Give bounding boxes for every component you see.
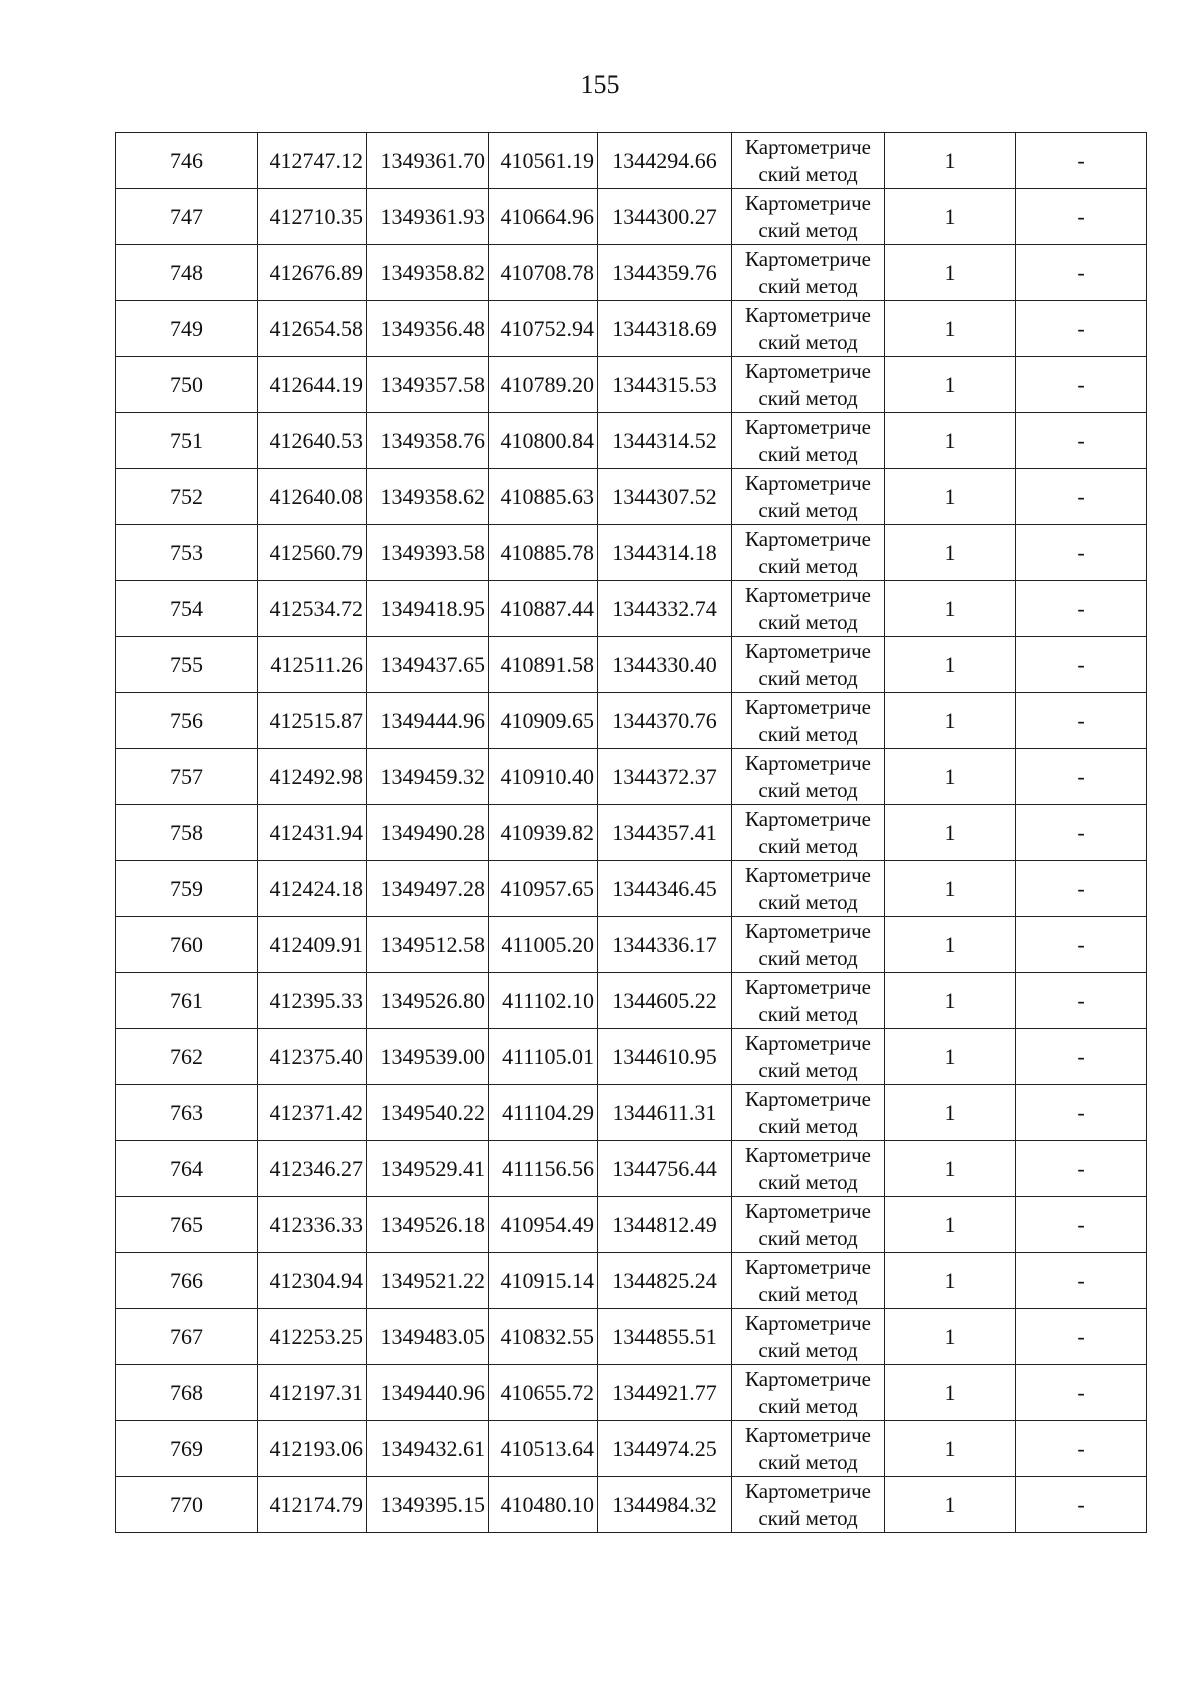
table-row <box>116 1029 1147 1085</box>
y-coordinate-cell: 1349358.62 <box>367 469 489 525</box>
point-number-cell: 759 <box>116 861 258 917</box>
y-coordinate-cell: 1349358.76 <box>367 413 489 469</box>
table-row <box>116 1309 1147 1365</box>
x2-coordinate-cell: 410832.55 <box>489 1309 598 1365</box>
x-coordinate-cell: 412676.89 <box>258 245 367 301</box>
method-line-2: ский метод <box>758 161 858 186</box>
accuracy-cell: 1 <box>885 189 1016 245</box>
note-cell: - <box>1016 1365 1147 1421</box>
point-number-cell: 764 <box>116 1141 258 1197</box>
method-cell <box>732 245 885 301</box>
y2-coordinate-cell: 1344812.49 <box>598 1197 732 1253</box>
accuracy-cell: 1 <box>885 469 1016 525</box>
method-line-2: ский метод <box>758 441 858 466</box>
y-coordinate-cell: 1349361.70 <box>367 133 489 189</box>
x2-coordinate-cell: 410909.65 <box>489 693 598 749</box>
x-coordinate-cell: 412174.79 <box>258 1477 367 1533</box>
table-row <box>116 973 1147 1029</box>
accuracy-cell: 1 <box>885 1477 1016 1533</box>
y-coordinate-cell: 1349437.65 <box>367 637 489 693</box>
accuracy-cell: 1 <box>885 917 1016 973</box>
method-line-1: Картометриче <box>745 582 871 607</box>
x2-coordinate-cell: 410885.78 <box>489 525 598 581</box>
y-coordinate-cell: 1349361.93 <box>367 189 489 245</box>
accuracy-cell: 1 <box>885 1365 1016 1421</box>
x-coordinate-cell: 412431.94 <box>258 805 367 861</box>
accuracy-cell: 1 <box>885 1141 1016 1197</box>
method-cell <box>732 861 885 917</box>
accuracy-cell: 1 <box>885 861 1016 917</box>
method-cell <box>732 469 885 525</box>
note-cell: - <box>1016 1141 1147 1197</box>
table-row <box>116 357 1147 413</box>
accuracy-cell: 1 <box>885 1421 1016 1477</box>
y-coordinate-cell: 1349356.48 <box>367 301 489 357</box>
table-row <box>116 1365 1147 1421</box>
y-coordinate-cell: 1349483.05 <box>367 1309 489 1365</box>
note-cell: - <box>1016 301 1147 357</box>
table-row <box>116 749 1147 805</box>
y-coordinate-cell: 1349393.58 <box>367 525 489 581</box>
y2-coordinate-cell: 1344318.69 <box>598 301 732 357</box>
x2-coordinate-cell: 410910.40 <box>489 749 598 805</box>
note-cell: - <box>1016 413 1147 469</box>
point-number-cell: 767 <box>116 1309 258 1365</box>
note-cell: - <box>1016 1197 1147 1253</box>
point-number-cell: 749 <box>116 301 258 357</box>
table-row <box>116 917 1147 973</box>
method-line-1: Картометриче <box>745 1198 871 1223</box>
method-cell <box>732 133 885 189</box>
method-line-2: ский метод <box>758 1281 858 1306</box>
method-cell <box>732 357 885 413</box>
method-cell <box>732 693 885 749</box>
method-cell <box>732 973 885 1029</box>
table-row <box>116 245 1147 301</box>
method-cell <box>732 1141 885 1197</box>
method-line-1: Картометриче <box>745 1478 871 1503</box>
point-number-cell: 755 <box>116 637 258 693</box>
x-coordinate-cell: 412560.79 <box>258 525 367 581</box>
method-cell <box>732 1365 885 1421</box>
x2-coordinate-cell: 411105.01 <box>489 1029 598 1085</box>
method-line-1: Картометриче <box>745 1422 871 1447</box>
point-number-cell: 756 <box>116 693 258 749</box>
method-cell <box>732 525 885 581</box>
point-number-cell: 758 <box>116 805 258 861</box>
y2-coordinate-cell: 1344307.52 <box>598 469 732 525</box>
table-row <box>116 1253 1147 1309</box>
y2-coordinate-cell: 1344984.32 <box>598 1477 732 1533</box>
accuracy-cell: 1 <box>885 749 1016 805</box>
table-row <box>116 637 1147 693</box>
accuracy-cell: 1 <box>885 1253 1016 1309</box>
method-line-2: ский метод <box>758 1113 858 1138</box>
coordinates-table <box>115 132 1147 1533</box>
y-coordinate-cell: 1349440.96 <box>367 1365 489 1421</box>
x-coordinate-cell: 412346.27 <box>258 1141 367 1197</box>
x2-coordinate-cell: 410513.64 <box>489 1421 598 1477</box>
table-row <box>116 1477 1147 1533</box>
method-line-2: ский метод <box>758 217 858 242</box>
accuracy-cell: 1 <box>885 973 1016 1029</box>
accuracy-cell: 1 <box>885 133 1016 189</box>
y2-coordinate-cell: 1344314.52 <box>598 413 732 469</box>
method-line-1: Картометриче <box>745 134 871 159</box>
point-number-cell: 760 <box>116 917 258 973</box>
x-coordinate-cell: 412710.35 <box>258 189 367 245</box>
method-line-2: ский метод <box>758 1337 858 1362</box>
method-cell <box>732 301 885 357</box>
table-row <box>116 1085 1147 1141</box>
x-coordinate-cell: 412747.12 <box>258 133 367 189</box>
x-coordinate-cell: 412644.19 <box>258 357 367 413</box>
y2-coordinate-cell: 1344372.37 <box>598 749 732 805</box>
table-row <box>116 1197 1147 1253</box>
method-cell <box>732 1029 885 1085</box>
point-number-cell: 748 <box>116 245 258 301</box>
x2-coordinate-cell: 410561.19 <box>489 133 598 189</box>
note-cell: - <box>1016 525 1147 581</box>
y-coordinate-cell: 1349539.00 <box>367 1029 489 1085</box>
y-coordinate-cell: 1349432.61 <box>367 1421 489 1477</box>
point-number-cell: 752 <box>116 469 258 525</box>
note-cell: - <box>1016 1085 1147 1141</box>
method-line-1: Картометриче <box>745 1142 871 1167</box>
method-line-2: ский метод <box>758 1449 858 1474</box>
y2-coordinate-cell: 1344370.76 <box>598 693 732 749</box>
method-line-2: ский метод <box>758 1169 858 1194</box>
method-line-2: ский метод <box>758 1393 858 1418</box>
y2-coordinate-cell: 1344974.25 <box>598 1421 732 1477</box>
point-number-cell: 769 <box>116 1421 258 1477</box>
page-number: 155 <box>580 70 620 99</box>
accuracy-cell: 1 <box>885 1197 1016 1253</box>
note-cell: - <box>1016 1309 1147 1365</box>
x2-coordinate-cell: 411005.20 <box>489 917 598 973</box>
note-cell: - <box>1016 1421 1147 1477</box>
x2-coordinate-cell: 410954.49 <box>489 1197 598 1253</box>
point-number-cell: 754 <box>116 581 258 637</box>
method-line-1: Картометриче <box>745 918 871 943</box>
method-line-2: ский метод <box>758 833 858 858</box>
method-cell <box>732 917 885 973</box>
y2-coordinate-cell: 1344610.95 <box>598 1029 732 1085</box>
x-coordinate-cell: 412515.87 <box>258 693 367 749</box>
accuracy-cell: 1 <box>885 637 1016 693</box>
x-coordinate-cell: 412253.25 <box>258 1309 367 1365</box>
y2-coordinate-cell: 1344330.40 <box>598 637 732 693</box>
x2-coordinate-cell: 410752.94 <box>489 301 598 357</box>
method-line-1: Картометриче <box>745 862 871 887</box>
table-row <box>116 581 1147 637</box>
method-line-2: ский метод <box>758 945 858 970</box>
x-coordinate-cell: 412336.33 <box>258 1197 367 1253</box>
x2-coordinate-cell: 410655.72 <box>489 1365 598 1421</box>
y-coordinate-cell: 1349526.18 <box>367 1197 489 1253</box>
x-coordinate-cell: 412304.94 <box>258 1253 367 1309</box>
x-coordinate-cell: 412409.91 <box>258 917 367 973</box>
x2-coordinate-cell: 410887.44 <box>489 581 598 637</box>
note-cell: - <box>1016 637 1147 693</box>
note-cell: - <box>1016 133 1147 189</box>
method-cell <box>732 1477 885 1533</box>
table-row <box>116 469 1147 525</box>
method-line-2: ский метод <box>758 385 858 410</box>
note-cell: - <box>1016 189 1147 245</box>
x2-coordinate-cell: 411156.56 <box>489 1141 598 1197</box>
point-number-cell: 751 <box>116 413 258 469</box>
y2-coordinate-cell: 1344855.51 <box>598 1309 732 1365</box>
y2-coordinate-cell: 1344315.53 <box>598 357 732 413</box>
accuracy-cell: 1 <box>885 245 1016 301</box>
accuracy-cell: 1 <box>885 805 1016 861</box>
method-line-1: Картометриче <box>745 302 871 327</box>
y-coordinate-cell: 1349526.80 <box>367 973 489 1029</box>
accuracy-cell: 1 <box>885 1085 1016 1141</box>
table-row <box>116 301 1147 357</box>
x-coordinate-cell: 412193.06 <box>258 1421 367 1477</box>
point-number-cell: 768 <box>116 1365 258 1421</box>
x2-coordinate-cell: 410480.10 <box>489 1477 598 1533</box>
method-line-2: ский метод <box>758 1225 858 1250</box>
point-number-cell: 753 <box>116 525 258 581</box>
method-cell <box>732 749 885 805</box>
x2-coordinate-cell: 411104.29 <box>489 1085 598 1141</box>
method-line-1: Картометриче <box>745 1366 871 1391</box>
table-row <box>116 133 1147 189</box>
method-line-1: Картометриче <box>745 750 871 775</box>
accuracy-cell: 1 <box>885 1309 1016 1365</box>
method-cell <box>732 1421 885 1477</box>
x-coordinate-cell: 412424.18 <box>258 861 367 917</box>
y-coordinate-cell: 1349358.82 <box>367 245 489 301</box>
x2-coordinate-cell: 410664.96 <box>489 189 598 245</box>
point-number-cell: 761 <box>116 973 258 1029</box>
method-line-1: Картометриче <box>745 1254 871 1279</box>
table-row <box>116 805 1147 861</box>
x-coordinate-cell: 412395.33 <box>258 973 367 1029</box>
method-line-1: Картометриче <box>745 1310 871 1335</box>
method-line-2: ский метод <box>758 273 858 298</box>
accuracy-cell: 1 <box>885 693 1016 749</box>
method-line-2: ский метод <box>758 889 858 914</box>
table-body <box>116 133 1147 1533</box>
method-line-2: ский метод <box>758 665 858 690</box>
y-coordinate-cell: 1349418.95 <box>367 581 489 637</box>
y-coordinate-cell: 1349512.58 <box>367 917 489 973</box>
method-line-2: ский метод <box>758 721 858 746</box>
table-row <box>116 525 1147 581</box>
method-line-1: Картометриче <box>745 974 871 999</box>
method-line-1: Картометриче <box>745 526 871 551</box>
point-number-cell: 750 <box>116 357 258 413</box>
table-row <box>116 693 1147 749</box>
y-coordinate-cell: 1349529.41 <box>367 1141 489 1197</box>
point-number-cell: 757 <box>116 749 258 805</box>
method-line-1: Картометриче <box>745 358 871 383</box>
note-cell: - <box>1016 1029 1147 1085</box>
note-cell: - <box>1016 917 1147 973</box>
note-cell: - <box>1016 693 1147 749</box>
x-coordinate-cell: 412371.42 <box>258 1085 367 1141</box>
method-line-1: Картометриче <box>745 638 871 663</box>
table-row <box>116 189 1147 245</box>
method-cell <box>732 1197 885 1253</box>
method-line-2: ский метод <box>758 329 858 354</box>
table-row <box>116 413 1147 469</box>
method-line-1: Картометриче <box>745 414 871 439</box>
method-cell <box>732 413 885 469</box>
point-number-cell: 765 <box>116 1197 258 1253</box>
note-cell: - <box>1016 805 1147 861</box>
method-line-1: Картометриче <box>745 694 871 719</box>
x2-coordinate-cell: 410939.82 <box>489 805 598 861</box>
y2-coordinate-cell: 1344300.27 <box>598 189 732 245</box>
x2-coordinate-cell: 410708.78 <box>489 245 598 301</box>
method-line-2: ский метод <box>758 553 858 578</box>
method-line-2: ский метод <box>758 497 858 522</box>
method-cell <box>732 1309 885 1365</box>
point-number-cell: 766 <box>116 1253 258 1309</box>
y2-coordinate-cell: 1344332.74 <box>598 581 732 637</box>
method-line-2: ский метод <box>758 777 858 802</box>
accuracy-cell: 1 <box>885 525 1016 581</box>
table-row <box>116 1141 1147 1197</box>
y2-coordinate-cell: 1344611.31 <box>598 1085 732 1141</box>
x2-coordinate-cell: 411102.10 <box>489 973 598 1029</box>
point-number-cell: 770 <box>116 1477 258 1533</box>
y2-coordinate-cell: 1344756.44 <box>598 1141 732 1197</box>
point-number-cell: 746 <box>116 133 258 189</box>
y2-coordinate-cell: 1344605.22 <box>598 973 732 1029</box>
x2-coordinate-cell: 410800.84 <box>489 413 598 469</box>
y-coordinate-cell: 1349395.15 <box>367 1477 489 1533</box>
x2-coordinate-cell: 410891.58 <box>489 637 598 693</box>
x-coordinate-cell: 412534.72 <box>258 581 367 637</box>
x-coordinate-cell: 412511.26 <box>258 637 367 693</box>
method-line-1: Картометриче <box>745 1030 871 1055</box>
y2-coordinate-cell: 1344314.18 <box>598 525 732 581</box>
method-line-2: ский метод <box>758 609 858 634</box>
note-cell: - <box>1016 861 1147 917</box>
accuracy-cell: 1 <box>885 357 1016 413</box>
x-coordinate-cell: 412640.08 <box>258 469 367 525</box>
y2-coordinate-cell: 1344346.45 <box>598 861 732 917</box>
note-cell: - <box>1016 749 1147 805</box>
table-row <box>116 1421 1147 1477</box>
note-cell: - <box>1016 1253 1147 1309</box>
accuracy-cell: 1 <box>885 301 1016 357</box>
y-coordinate-cell: 1349444.96 <box>367 693 489 749</box>
x-coordinate-cell: 412654.58 <box>258 301 367 357</box>
accuracy-cell: 1 <box>885 581 1016 637</box>
note-cell: - <box>1016 973 1147 1029</box>
method-line-2: ский метод <box>758 1505 858 1530</box>
y2-coordinate-cell: 1344294.66 <box>598 133 732 189</box>
method-line-2: ский метод <box>758 1057 858 1082</box>
method-line-1: Картометриче <box>745 190 871 215</box>
note-cell: - <box>1016 357 1147 413</box>
y-coordinate-cell: 1349497.28 <box>367 861 489 917</box>
note-cell: - <box>1016 245 1147 301</box>
method-line-1: Картометриче <box>745 246 871 271</box>
point-number-cell: 762 <box>116 1029 258 1085</box>
y2-coordinate-cell: 1344359.76 <box>598 245 732 301</box>
x-coordinate-cell: 412640.53 <box>258 413 367 469</box>
y-coordinate-cell: 1349357.58 <box>367 357 489 413</box>
y-coordinate-cell: 1349490.28 <box>367 805 489 861</box>
method-cell <box>732 1253 885 1309</box>
method-line-1: Картометриче <box>745 470 871 495</box>
y-coordinate-cell: 1349540.22 <box>367 1085 489 1141</box>
note-cell: - <box>1016 469 1147 525</box>
y-coordinate-cell: 1349459.32 <box>367 749 489 805</box>
accuracy-cell: 1 <box>885 413 1016 469</box>
y-coordinate-cell: 1349521.22 <box>367 1253 489 1309</box>
method-line-1: Картометриче <box>745 1086 871 1111</box>
x-coordinate-cell: 412375.40 <box>258 1029 367 1085</box>
y2-coordinate-cell: 1344921.77 <box>598 1365 732 1421</box>
method-cell <box>732 189 885 245</box>
x-coordinate-cell: 412492.98 <box>258 749 367 805</box>
method-cell <box>732 581 885 637</box>
x2-coordinate-cell: 410789.20 <box>489 357 598 413</box>
y2-coordinate-cell: 1344357.41 <box>598 805 732 861</box>
point-number-cell: 763 <box>116 1085 258 1141</box>
y2-coordinate-cell: 1344825.24 <box>598 1253 732 1309</box>
x2-coordinate-cell: 410885.63 <box>489 469 598 525</box>
method-line-2: ский метод <box>758 1001 858 1026</box>
note-cell: - <box>1016 1477 1147 1533</box>
x2-coordinate-cell: 410915.14 <box>489 1253 598 1309</box>
point-number-cell: 747 <box>116 189 258 245</box>
table-row <box>116 861 1147 917</box>
note-cell: - <box>1016 581 1147 637</box>
accuracy-cell: 1 <box>885 1029 1016 1085</box>
method-cell <box>732 637 885 693</box>
method-cell <box>732 1085 885 1141</box>
x2-coordinate-cell: 410957.65 <box>489 861 598 917</box>
method-cell <box>732 805 885 861</box>
x-coordinate-cell: 412197.31 <box>258 1365 367 1421</box>
method-line-1: Картометриче <box>745 806 871 831</box>
y2-coordinate-cell: 1344336.17 <box>598 917 732 973</box>
